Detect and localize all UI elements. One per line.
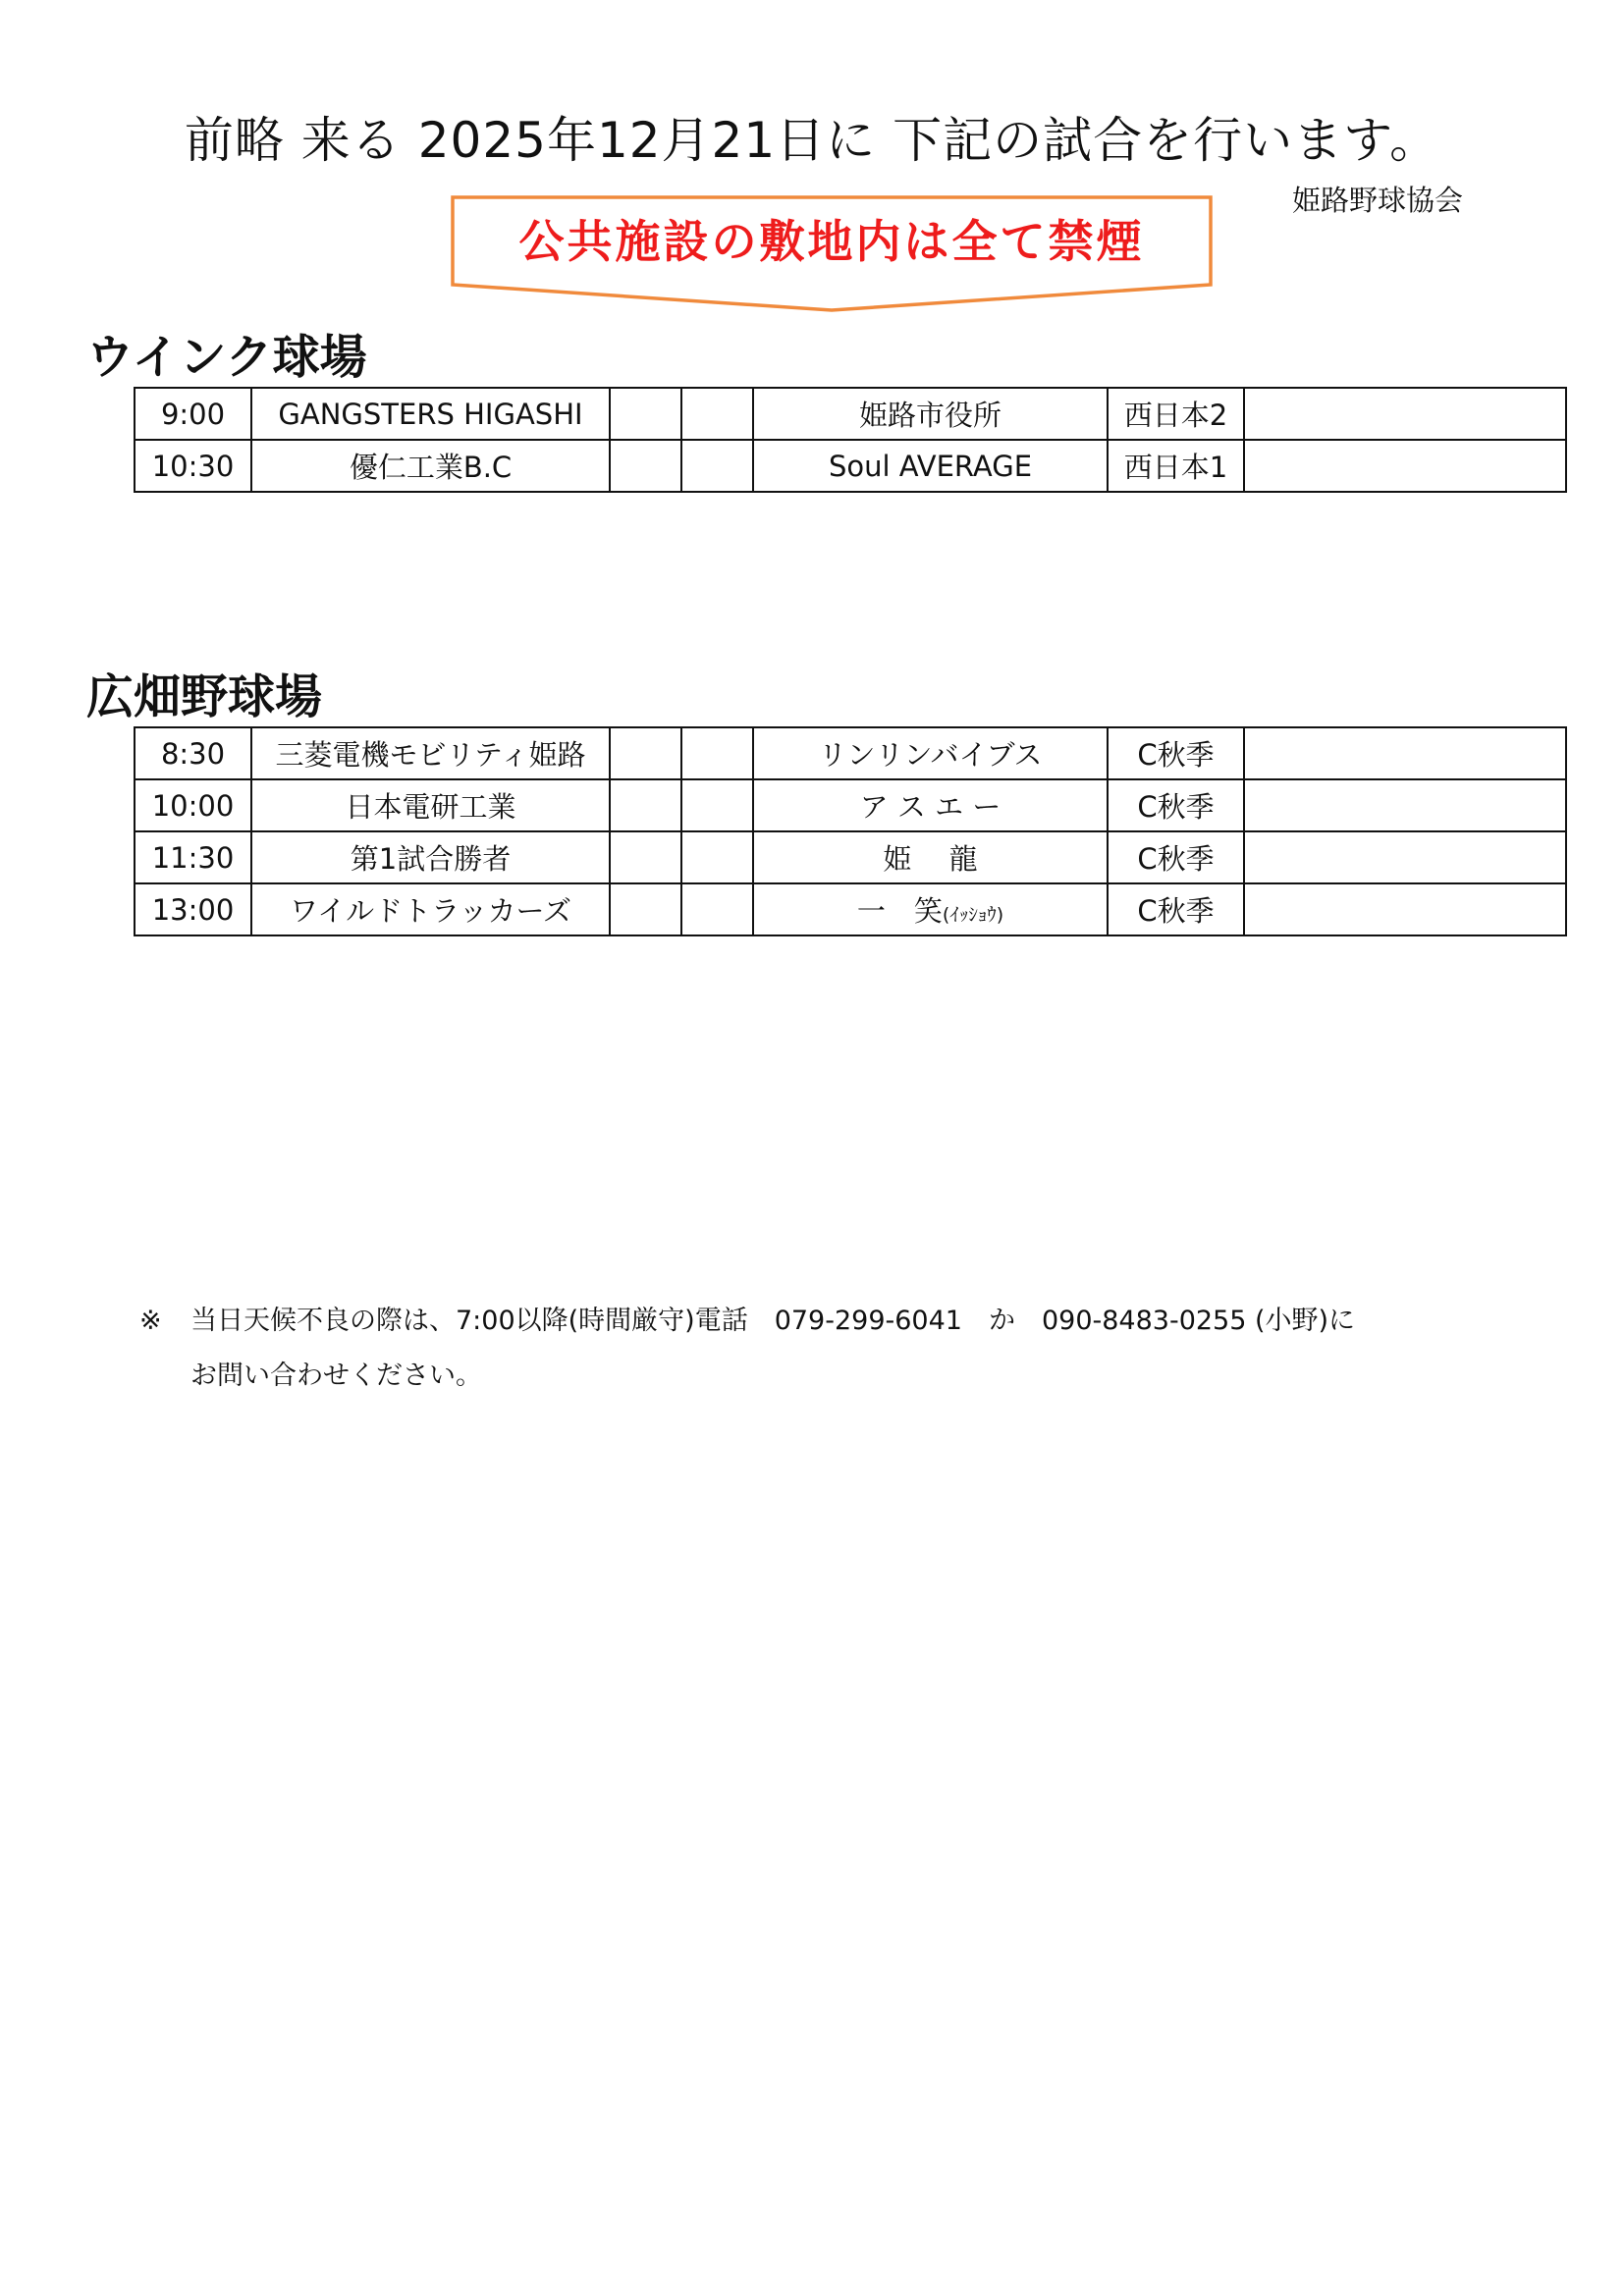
venue-title-wink: ウインク球場 — [86, 330, 367, 385]
away-team-name: リンリンバイブス — [818, 738, 1043, 772]
away-team — [753, 388, 1108, 440]
league-name: 西日本2 — [1108, 388, 1244, 440]
score-cell — [610, 883, 681, 935]
weather-notice-line1 — [139, 1294, 1355, 1349]
game-time: 8:30 — [135, 727, 251, 779]
note-cell — [1244, 440, 1566, 492]
no-smoking-notice: 公共施設の敷地内は全て禁煙 — [518, 215, 1145, 268]
away-team-name: 姫 龍 — [883, 842, 978, 876]
away-team — [753, 440, 1108, 492]
schedule-table-wink — [134, 387, 1567, 493]
away-team — [753, 727, 1108, 779]
score-cell — [610, 440, 681, 492]
note-cell — [1244, 831, 1566, 883]
reference-mark: ※ — [139, 1306, 162, 1336]
page-title: 前略 来る 2025年12月21日に 下記の試合を行います。 — [184, 112, 1440, 169]
away-team — [753, 883, 1108, 935]
game-time: 9:00 — [135, 388, 251, 440]
table-row — [135, 727, 1566, 779]
game-time: 13:00 — [135, 883, 251, 935]
league-name: C秋季 — [1108, 883, 1244, 935]
table-row — [135, 831, 1566, 883]
organizer-name: 姫路野球協会 — [1292, 184, 1464, 217]
league-name: C秋季 — [1108, 831, 1244, 883]
game-time: 10:30 — [135, 440, 251, 492]
note-cell — [1244, 779, 1566, 831]
score-cell — [681, 440, 753, 492]
schedule-table-hirohata — [134, 726, 1567, 936]
away-team-name: 一 笑 — [856, 894, 943, 928]
score-cell — [610, 388, 681, 440]
score-cell — [681, 883, 753, 935]
home-team: 三菱電機モビリティ姫路 — [251, 727, 610, 779]
home-team: GANGSTERS HIGASHI — [251, 388, 610, 440]
weather-notice-line2: お問い合わせください。 — [190, 1361, 482, 1391]
venue-title-hirohata: 広畑野球場 — [86, 669, 323, 724]
note-cell — [1244, 727, 1566, 779]
table-row — [135, 388, 1566, 440]
score-cell — [681, 831, 753, 883]
table-row — [135, 883, 1566, 935]
away-team-name: 姫路市役所 — [858, 399, 1001, 432]
game-time: 10:00 — [135, 779, 251, 831]
home-team: 第1試合勝者 — [251, 831, 610, 883]
score-cell — [681, 388, 753, 440]
no-smoking-banner — [448, 194, 1216, 316]
away-team — [753, 779, 1108, 831]
score-cell — [610, 831, 681, 883]
note-cell — [1244, 388, 1566, 440]
home-team: 優仁工業B.C — [251, 440, 610, 492]
score-cell — [681, 727, 753, 779]
away-team — [753, 831, 1108, 883]
table-row — [135, 440, 1566, 492]
away-team-name: ア ス エ ー — [859, 790, 1001, 824]
league-name: 西日本1 — [1108, 440, 1244, 492]
table-row — [135, 779, 1566, 831]
note-cell — [1244, 883, 1566, 935]
game-time: 11:30 — [135, 831, 251, 883]
away-team-name: Soul AVERAGE — [828, 449, 1033, 483]
weather-notice-text: 当日天候不良の際は、7:00以降(時間厳守)電話 079-299-6041 か 090-8483-0255 (小野)に — [190, 1306, 1356, 1336]
weather-notice — [139, 1294, 1355, 1404]
score-cell — [681, 779, 753, 831]
away-team-reading: (ｲｯｼｮｳ) — [942, 904, 1004, 926]
score-cell — [610, 779, 681, 831]
league-name: C秋季 — [1108, 779, 1244, 831]
league-name: C秋季 — [1108, 727, 1244, 779]
score-cell — [610, 727, 681, 779]
home-team: ワイルドトラッカーズ — [251, 883, 610, 935]
home-team: 日本電研工業 — [251, 779, 610, 831]
